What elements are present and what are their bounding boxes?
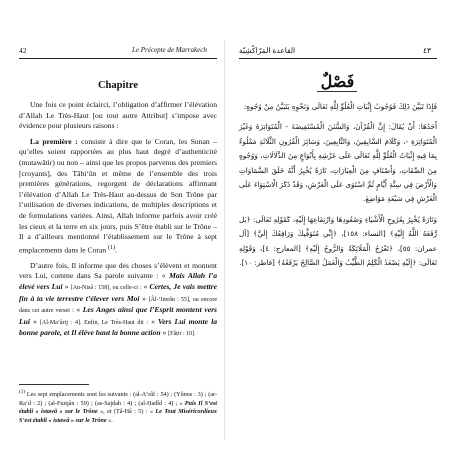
footnote-quote-2: Le Tout Miséricordieux S’est établi « istawâ » sur le Trône [19,408,218,424]
arabic-paragraph-3: وَتَارَةً يُخْبِرُ بِعُرُوجِ الْأَشْيَاءِ وَصُعُودِهَا وَارْتِفَاعِهَا إِلَيْهِ، كَقَوْلِهِ تَعَالَى: ﴿بَل رَّفَعَهُ اللَّهُ إِلَيْهِ﴾ [النساء: ١٥٨]، ﴿إِنِّي مُتَوَفِّيكَ وَرَافِعُكَ إِلَيَّ﴾ [آل عمران: ٥٥]، ﴿تَعْرُجُ الْمَلَائِكَةُ وَالرُّوحُ إِلَيْهِ﴾ [المعارج: ٤]، وَقَوْلِهِ تَعَالَى: ﴿إِلَيْهِ يَصْعَدُ الْكَلِمُ الطَّيِّبُ وَالْعَمَلُ الصَّالِحُ يَرْفَعُهُ﴾ [فاطر: ١٠]. [239,214,437,268]
paragraph-2-text: consiste à dire que le Coran, les Sunan – qu’elles soient rapportées au plus haut degré d’authenticité (mutawâtir) ou non – ainsi que les propos parvenus des premiers [croyants], des Tâbi‘ûn et même de l’ensemble des trois premières générations, regorgent de déclarations affirmant l’élévation d’Allah Le Très-Haut au-dessus de Son Trône par l’utilisation de diverses indications, de multiples descriptions et de formulations variées. Ainsi, Allah informe parfois avoir créé les cieux et la terre en six jours, puis S’être établi sur le Trône – Il a d’ailleurs mentionné l’établissement sur le Trône à sept emplacements dans le Coran [19,136,217,255]
running-title: Le Précepte de Marrakech [132,46,207,54]
paragraph-1: Une fois ce point éclairci, l’obligation d’affirmer l’élévation d’Allah Le Très-Haut [ou tout autre Attribut] s’impose avec évidence pour plusieurs raisons : [19,100,217,131]
arabic-paragraph-2: أَحَدُهَا: أَنْ يُقَالَ: إِنَّ الْقُرْآنَ، وَالسُّنَنَ الْمُسْتَفِيضَةَ - الْمُتَوَاتِرَةَ وَغَيْرَ الْمُتَوَاتِرَةِ -، وَكَلَامَ السَّابِقِينَ، وَالتَّابِعِينَ، وَسَائِرَ الْقُرُونِ الثَّلَاثَةِ مَمْلُوءٌ بِمَا فِيهِ إِثْبَاتُ الْعُلُوِّ لِلَّهِ تَعَالَى عَلَى عَرْشِهِ بِأَنْوَاعٍ مِنَ الدَّلَالَاتِ، وَوُجُوهٍ مِنَ الصِّفَاتِ، وَأَصْنَافٍ مِنَ الْعِبَارَاتِ، تَارَةً يُخْبِرُ أَنَّهُ خَلَقَ السَّمَاوَاتِ وَالْأَرْضَ فِي سِتَّةِ أَيَّامٍ ثُمَّ اسْتَوَى عَلَى الْعَرْشِ، وَقَدْ ذَكَرَ الْاسْتِوَاءَ عَلَى الْعَرْشِ فِي سَبْعَةِ مَوَاضِعَ. [239,122,437,204]
arabic-paragraph-1: فَإِذَا تَبَيَّنَ ذَلِكَ فَوُجُوبُ إِثْبَاتِ الْعُلُوِّ لِلَّهِ تَعَالَى وَنَحْوِهِ يَتَبَيَّنُ مِنْ وُجُوهٍ: [243,102,437,111]
verse-quote-1: Mais Allah l’a élevé vers Lui [19,271,218,292]
verse-ref-4: [Fâṭir : 10]. [168,331,196,338]
lead-keyword: La première : [30,136,78,146]
running-title-arabic: القاعدة المَرّاكُشِيّة [239,46,296,55]
verse-quote-2: Certes, Je vais mettre fin à ta vie terrestre t’élever vers Moi [19,282,217,303]
header-rule [19,58,217,59]
page-number-arabic: ٤٣ [422,46,431,55]
footnote-quote-1: Puis Il S’est établi « istawâ » sur le Trône [19,399,217,416]
verse-quote-4: Vers Lui monte la bonne parole, et Il élève haut la bonne action [19,316,217,338]
verse-ref-3: [Al-Ma‘ârij : 4]. Enfin, Le Très-Haut dit : [39,319,149,326]
footnote-mid: », et (Ṭâ-Hâ : 5) : [100,408,148,416]
footnote: $^{(1)}$ Les sept emplacements sont les suivants : (al-A‘râf : 54) ; (Yûnus : 3) ; (ar-Ra‘d : 2) ; (al-Furqân : 59) ; (as-Sajdah : 4) ; (al-Ḥadîd : 4) ; « Puis Il S’est établi « istawâ » sur le Trône », et (Ṭâ-Hâ : 5) : « Le Tout Miséricordieux S’est établi « istawâ » sur le Trône ». [19,389,218,424]
footnote-text: Les sept emplacements sont les suivants : (al-A‘râf : 54) ; (Yûnus : 3) ; (ar-Ra‘d : 2) ; (al-Furqân : 59) ; (as-Sajdah : 4) ; (al-Ḥadîd : 4) ; [19,391,217,407]
paragraph-3: D’autre fois, Il informe que des choses s’élèvent et montent vers Lui, comme dans Sa parole suivante : « Mais Allah l’a élevé vers Lui » [An-Nisâ : 158], ou celle-ci : « Certes, Je vais mettre fin à ta vie terrestre t’élever vers Moi » [Âl-‘Imrân : 55], ou encore dans cet autre verset : « Les Anges ainsi que l’Esprit montent vers Lui » [Al-Ma‘ârij : 4]. Enfin, Le Très-Haut dit : « Vers Lui monte la bonne parole, et Il élève haut la bonne action » [Fâṭir : 10]. [19,260,218,338]
paragraph-3-intro: D’autre fois, Il informe que des choses s’élèvent et montent vers Lui, comme dans Sa parole suivante : [19,260,217,281]
french-body [19,100,217,345]
header-rule-arabic [239,58,437,59]
verse-quote-3: Les Anges ainsi que l’Esprit montent vers Lui [19,305,218,326]
chapter-title-arabic: فَصْلٌ [320,74,355,91]
verse-ref-2: [Âl-‘Imrân : 55], ou encore dans cet autre verset : [19,296,218,315]
chapter-title: Chapitre [97,80,139,91]
paragraph-2: La première : consiste à dire que le Coran, les Sunan – qu’elles soient rapportées au plus haut degré d’authenticité (mutawâtir) ou non – ainsi que les propos parvenus des premiers [croyants], des Tâbi‘ûn et même de l’ensemble des trois premières générations, regorgent de déclarations affirmant l’élévation d’Allah Le Très-Haut au-dessus de Son Trône par l’utilisation de diverses indications, de multiples descriptions et de formulations variées. Ainsi, Allah informe parfois avoir créé les cieux et la terre en six jours, puis S’être établi sur le Trône – Il a d’ailleurs mentionné l’établissement sur le Trône à sept emplacements dans le Coran $^{(1)}$. [19,136,217,255]
footnote-rule [19,384,89,385]
chapter-title-ornament [317,91,357,92]
right-page-arabic [225,0,450,450]
arabic-body [239,100,437,276]
footnote-marker: (1) [108,244,115,251]
verse-ref-1: [An-Nisâ : 158], ou celle-ci : [70,285,142,292]
page-number: 42 [19,46,27,55]
footnote-number: (1) [19,389,26,395]
